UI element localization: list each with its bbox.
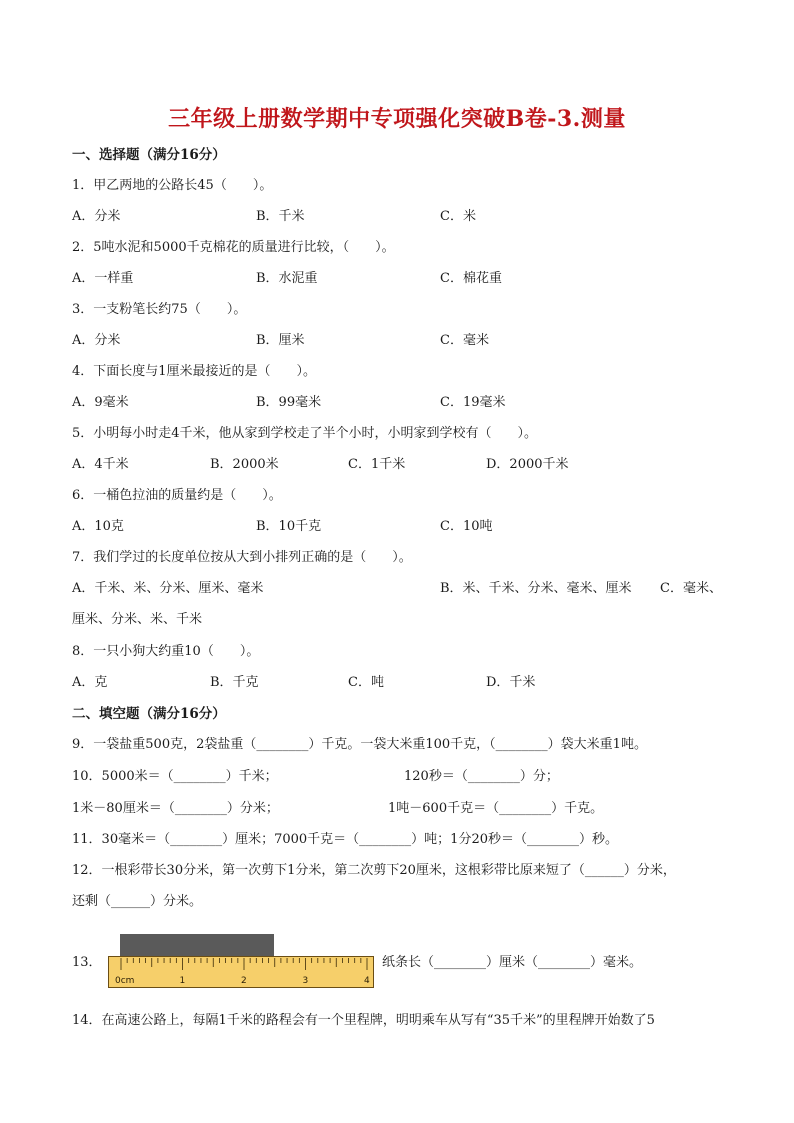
q2-option-c[interactable]: C．棉花重 xyxy=(440,271,502,286)
q7-option-b[interactable]: B．米、千米、分米、毫米、厘米 xyxy=(440,581,632,596)
question-4: 4．下面长度与1厘米最接近的是（ ）。 xyxy=(72,364,317,379)
question-6: 6．一桶色拉油的质量约是（ ）。 xyxy=(72,488,282,503)
q2-option-a[interactable]: A．一样重 xyxy=(72,271,134,286)
q5-option-d[interactable]: D．2000千米 xyxy=(486,457,569,472)
question-13-number: 13． xyxy=(72,955,102,970)
q8-option-b[interactable]: B．千克 xyxy=(210,675,259,690)
q5-option-b[interactable]: B．2000米 xyxy=(210,457,279,472)
question-1: 1．甲乙两地的公路长45（ ）。 xyxy=(72,178,273,193)
ruler-label: 4 xyxy=(364,976,370,986)
question-9: 9．一袋盐重500克，2袋盐重（________）千克。一袋大米重100千克，（________）袋大米重1吨。 xyxy=(72,737,647,752)
question-5: 5．小明每小时走4千米，他从家到学校走了半个小时，小明家到学校有（ ）。 xyxy=(72,426,538,441)
q1-option-c[interactable]: C．米 xyxy=(440,209,476,224)
q5-option-c[interactable]: C．1千米 xyxy=(348,457,406,472)
q4-option-a[interactable]: A．9毫米 xyxy=(72,395,129,410)
q3-option-b[interactable]: B．厘米 xyxy=(256,333,305,348)
ruler xyxy=(108,956,374,988)
ruler-label: 2 xyxy=(241,976,247,986)
ruler-label: 0cm xyxy=(115,976,135,986)
question-11: 11．30毫米＝（________）厘米；7000千克＝（________）吨；1分20秒＝（________）秒。 xyxy=(72,832,618,847)
q6-option-a[interactable]: A．10克 xyxy=(72,519,124,534)
page-title: 三年级上册数学期中专项强化突破B卷-3.测量 xyxy=(168,106,626,132)
q7-option-a[interactable]: A．千米、米、分米、厘米、毫米 xyxy=(72,581,264,596)
ruler-label: 1 xyxy=(179,976,186,986)
ruler-scale xyxy=(109,957,375,989)
question-14: 14．在高速公路上，每隔1千米的路程会有一个里程牌，明明乘车从写有“35千米”的里程牌开始数了5 xyxy=(72,1013,655,1028)
q1-option-b[interactable]: B．千米 xyxy=(256,209,305,224)
question-10-part-1: 10．5000米＝（________）千米； xyxy=(72,769,278,784)
question-10-part-3: 1米－80厘米＝（________）分米； xyxy=(72,801,279,816)
q7-option-c[interactable]: C．毫米、 xyxy=(660,581,722,596)
q3-option-c[interactable]: C．毫米 xyxy=(440,333,489,348)
section-heading-fill-blank: 二、填空题（满分16分） xyxy=(72,706,226,722)
question-12-line-1: 12．一根彩带长30分米，第一次剪下1分米，第二次剪下20厘米，这根彩带比原来短了（______）分米， xyxy=(72,863,676,878)
question-12-line-2: 还剩（______）分米。 xyxy=(72,894,203,909)
q4-option-b[interactable]: B．99毫米 xyxy=(256,395,322,410)
paper-strip xyxy=(120,934,274,956)
q7-option-c-continued: 厘米、分米、米、千米 xyxy=(72,612,203,627)
q8-option-d[interactable]: D．千米 xyxy=(486,675,536,690)
question-10-part-4: 1吨－600千克＝（________）千克。 xyxy=(388,801,604,816)
q1-option-a[interactable]: A．分米 xyxy=(72,209,121,224)
question-8: 8．一只小狗大约重10（ ）。 xyxy=(72,644,260,659)
ruler-label: 3 xyxy=(302,976,309,986)
q2-option-b[interactable]: B．水泥重 xyxy=(256,271,318,286)
q5-option-a[interactable]: A．4千米 xyxy=(72,457,129,472)
q8-option-a[interactable]: A．克 xyxy=(72,675,108,690)
question-13-text: 纸条长（________）厘米（________）毫米。 xyxy=(382,955,643,970)
question-3: 3．一支粉笔长约75（ ）。 xyxy=(72,302,247,317)
q3-option-a[interactable]: A．分米 xyxy=(72,333,121,348)
question-7: 7．我们学过的长度单位按从大到小排列正确的是（ ）。 xyxy=(72,550,412,565)
ruler-figure xyxy=(108,934,376,990)
q6-option-c[interactable]: C．10吨 xyxy=(440,519,493,534)
q8-option-c[interactable]: C．吨 xyxy=(348,675,384,690)
q6-option-b[interactable]: B．10千克 xyxy=(256,519,322,534)
section-heading-choice: 一、选择题（满分16分） xyxy=(72,147,226,163)
question-10-part-2: 120秒＝（________）分； xyxy=(404,769,559,784)
q4-option-c[interactable]: C．19毫米 xyxy=(440,395,506,410)
question-2: 2．5吨水泥和5000千克棉花的质量进行比较，（ ）。 xyxy=(72,240,395,255)
